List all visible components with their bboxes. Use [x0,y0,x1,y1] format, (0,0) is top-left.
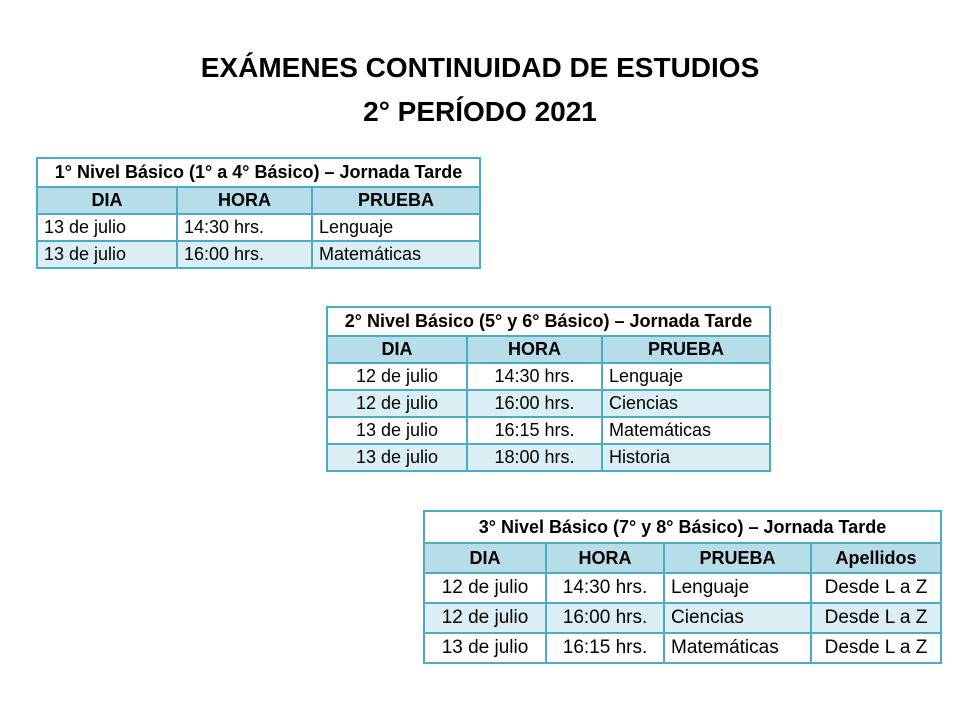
table-row [37,214,480,241]
column-header-apellidos: Apellidos [811,543,941,573]
cell-prueba: Lenguaje [664,573,811,603]
column-header-dia: DIA [424,543,546,573]
table-row [327,390,770,417]
cell-dia: 12 de julio [327,390,467,417]
schedule-table-nivel-1 [36,157,481,269]
cell-hora: 16:15 hrs. [467,417,602,444]
cell-hora: 14:30 hrs. [546,573,664,603]
column-header-dia: DIA [327,336,467,363]
table-caption: 3° Nivel Básico (7° y 8° Básico) – Jornada Tarde [424,511,941,543]
cell-prueba: Lenguaje [602,363,770,390]
table-row [37,241,480,268]
table-row [327,444,770,471]
schedule-table-nivel-3 [423,510,942,664]
cell-hora: 14:30 hrs. [177,214,312,241]
page-subtitle: 2° PERÍODO 2021 [363,96,597,127]
cell-apellidos: Desde L a Z [811,573,941,603]
table-row [424,573,941,603]
cell-hora: 16:00 hrs. [177,241,312,268]
cell-prueba: Matemáticas [312,241,480,268]
cell-hora: 16:00 hrs. [467,390,602,417]
cell-prueba: Matemáticas [602,417,770,444]
cell-prueba: Matemáticas [664,633,811,663]
column-header-hora: HORA [546,543,664,573]
table-caption: 1° Nivel Básico (1° a 4° Básico) – Jornada Tarde [37,158,480,187]
column-header-hora: HORA [467,336,602,363]
cell-dia: 13 de julio [327,417,467,444]
column-header-hora: HORA [177,187,312,214]
cell-dia: 13 de julio [424,633,546,663]
cell-prueba: Ciencias [664,603,811,633]
cell-dia: 13 de julio [37,214,177,241]
table-row [424,603,941,633]
cell-hora: 14:30 hrs. [467,363,602,390]
cell-dia: 13 de julio [327,444,467,471]
cell-dia: 12 de julio [424,573,546,603]
cell-apellidos: Desde L a Z [811,633,941,663]
column-header-dia: DIA [37,187,177,214]
page-title: EXÁMENES CONTINUIDAD DE ESTUDIOS [200,52,760,83]
cell-apellidos: Desde L a Z [811,603,941,633]
cell-prueba: Ciencias [602,390,770,417]
schedule-table-nivel-2 [326,306,771,472]
cell-dia: 12 de julio [327,363,467,390]
column-header-prueba: PRUEBA [312,187,480,214]
cell-dia: 13 de julio [37,241,177,268]
table-row [424,633,941,663]
table-caption: 2° Nivel Básico (5° y 6° Básico) – Jornada Tarde [327,307,770,336]
column-header-prueba: PRUEBA [664,543,811,573]
column-header-prueba: PRUEBA [602,336,770,363]
cell-hora: 16:15 hrs. [546,633,664,663]
table-row [327,417,770,444]
table-row [327,363,770,390]
cell-prueba: Historia [602,444,770,471]
cell-hora: 16:00 hrs. [546,603,664,633]
cell-hora: 18:00 hrs. [467,444,602,471]
cell-prueba: Lenguaje [312,214,480,241]
cell-dia: 12 de julio [424,603,546,633]
